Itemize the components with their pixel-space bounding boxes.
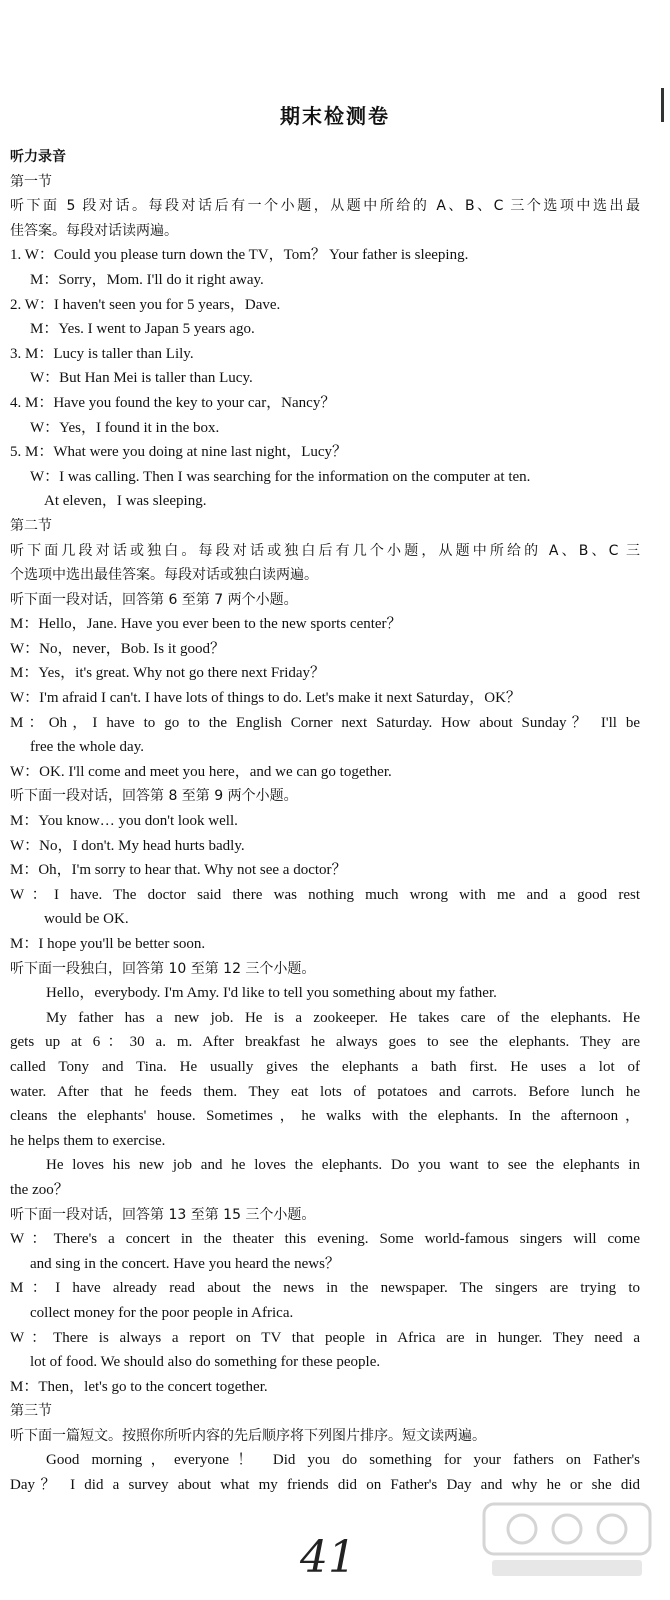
transcript-line: W：I'm afraid I can't. I have lots of things to do. Let's make it next Saturday，OK？: [10, 690, 521, 707]
transcript-line: 听力录音: [10, 149, 66, 165]
transcript-line: W：I was calling. Then I was searching for the information on the computer at ten.: [30, 468, 531, 485]
transcript-line: 听下面一段对话，回答第 8 至第 9 两个小题。: [10, 788, 298, 805]
transcript-line: the zoo？: [10, 1181, 69, 1198]
transcript-line: gets up at 6：30 a. m. After breakfast he always goes to see the elephants. They are: [10, 1034, 640, 1051]
transcript-line: 听下面 5 段对话。每段对话后有一个小题，从题中所给的 A、B、C 三个选项中选出最: [10, 198, 640, 215]
transcript-line: 听下面一篇短文。按照你所听内容的先后顺序将下列图片排序。短文读两遍。: [10, 1427, 486, 1444]
transcript-line: Day？ I did a survey about what my friends did on Father's Day and why he or she did: [10, 1477, 640, 1494]
transcript-line: W：No，I don't. My head hurts badly.: [10, 837, 245, 854]
transcript-line: At eleven，I was sleeping.: [44, 493, 207, 510]
transcript-line: W：I have. The doctor said there was nothing much wrong with me and a good rest: [10, 886, 640, 903]
transcript-line: 第三节: [10, 1403, 52, 1420]
transcript-line: M：You know… you don't look well.: [10, 813, 238, 830]
transcript-line: M：Oh，I have to go to the English Corner next Saturday. How about Sunday？ I'll be: [10, 714, 640, 731]
transcript-line: W：There is always a report on TV that people in Africa are in hunger. They need a: [10, 1329, 640, 1346]
transcript-line: M：I have already read about the news in the newspaper. The singers are trying to: [10, 1280, 640, 1297]
transcript-line: 听下面一段对话，回答第 6 至第 7 两个小题。: [10, 591, 298, 608]
transcript-line: W：No，never，Bob. Is it good？: [10, 640, 225, 657]
transcript-line: W：There's a concert in the theater this evening. Some world-famous singers will come: [10, 1231, 640, 1248]
transcript-line: 个选项中选出最佳答案。每段对话或独白读两遍。: [10, 567, 318, 584]
transcript-line: 佳答案。每段对话读两遍。: [10, 222, 178, 239]
transcript-line: M：I hope you'll be better soon.: [10, 936, 206, 952]
transcript-line: 听下面一段对话，回答第 13 至第 15 三个小题。: [10, 1206, 316, 1223]
transcript-line: free the whole day.: [30, 739, 144, 756]
transcript-line: lot of food. We should also do something for these people.: [30, 1354, 381, 1371]
transcript-line: 2. W：I haven't seen you for 5 years，Dave.: [10, 296, 281, 313]
transcript-line: he helps them to exercise.: [10, 1132, 166, 1149]
listening-transcript: [10, 145, 640, 1498]
transcript-line: 第一节: [10, 173, 52, 190]
transcript-line: collect money for the poor people in Africa.: [30, 1304, 294, 1321]
transcript-line: M：Oh，I'm sorry to hear that. Why not see a doctor？: [10, 862, 347, 879]
transcript-line: M：Sorry，Mom. I'll do it right away.: [30, 271, 264, 288]
transcript-line: cleans the elephants' house. Sometimes，he walks with the elephants. In the afternoon，: [10, 1108, 640, 1125]
page-number: 41: [300, 1532, 356, 1583]
page-title: 期末检测卷: [280, 104, 390, 128]
transcript-line: would be OK.: [44, 911, 129, 928]
transcript-line: Good morning，everyone！ Did you do something for your fathers on Father's: [46, 1452, 640, 1469]
transcript-line: water. After that he feeds them. They eat lots of potatoes and carrots. Before lunch he: [10, 1083, 640, 1100]
transcript-line: M：Yes，it's great. Why not go there next Friday？: [10, 665, 326, 682]
transcript-line: W：OK. I'll come and meet you here，and we can go together.: [10, 763, 392, 780]
watermark-logo: [482, 1502, 652, 1582]
transcript-line: M：Then，let's go to the concert together.: [10, 1378, 268, 1395]
transcript-line: He loves his new job and he loves the elephants. Do you want to see the elephants in: [46, 1157, 640, 1174]
transcript-line: 1. W：Could you please turn down the TV，Tom？ Your father is sleeping.: [10, 247, 469, 264]
transcript-line: 5. M：What were you doing at nine last night，Lucy？: [10, 444, 348, 461]
transcript-line: W：But Han Mei is taller than Lucy.: [30, 370, 253, 387]
transcript-line: 4. M：Have you found the key to your car，Nancy？: [10, 394, 336, 411]
transcript-line: M：Hello，Jane. Have you ever been to the new sports center？: [10, 616, 402, 633]
transcript-line: 第二节: [10, 517, 52, 534]
transcript-line: My father has a new job. He is a zookeeper. He takes care of the elephants. He: [46, 1009, 640, 1026]
transcript-line: Hello，everybody. I'm Amy. I'd like to tell you something about my father.: [46, 985, 497, 1002]
transcript-line: 听下面一段独白，回答第 10 至第 12 三个小题。: [10, 960, 316, 977]
transcript-line: W：Yes，I found it in the box.: [30, 419, 220, 436]
transcript-line: called Tony and Tina. He usually gives the elephants a bath first. He uses a lot of: [10, 1058, 640, 1075]
transcript-line: and sing in the concert. Have you heard the news？: [30, 1255, 340, 1272]
transcript-line: 3. M：Lucy is taller than Lily.: [10, 345, 194, 362]
transcript-line: M：Yes. I went to Japan 5 years ago.: [30, 321, 255, 338]
transcript-line: 听下面几段对话或独白。每段对话或独白后有几个小题，从题中所给的 A、B、C 三: [10, 542, 640, 559]
